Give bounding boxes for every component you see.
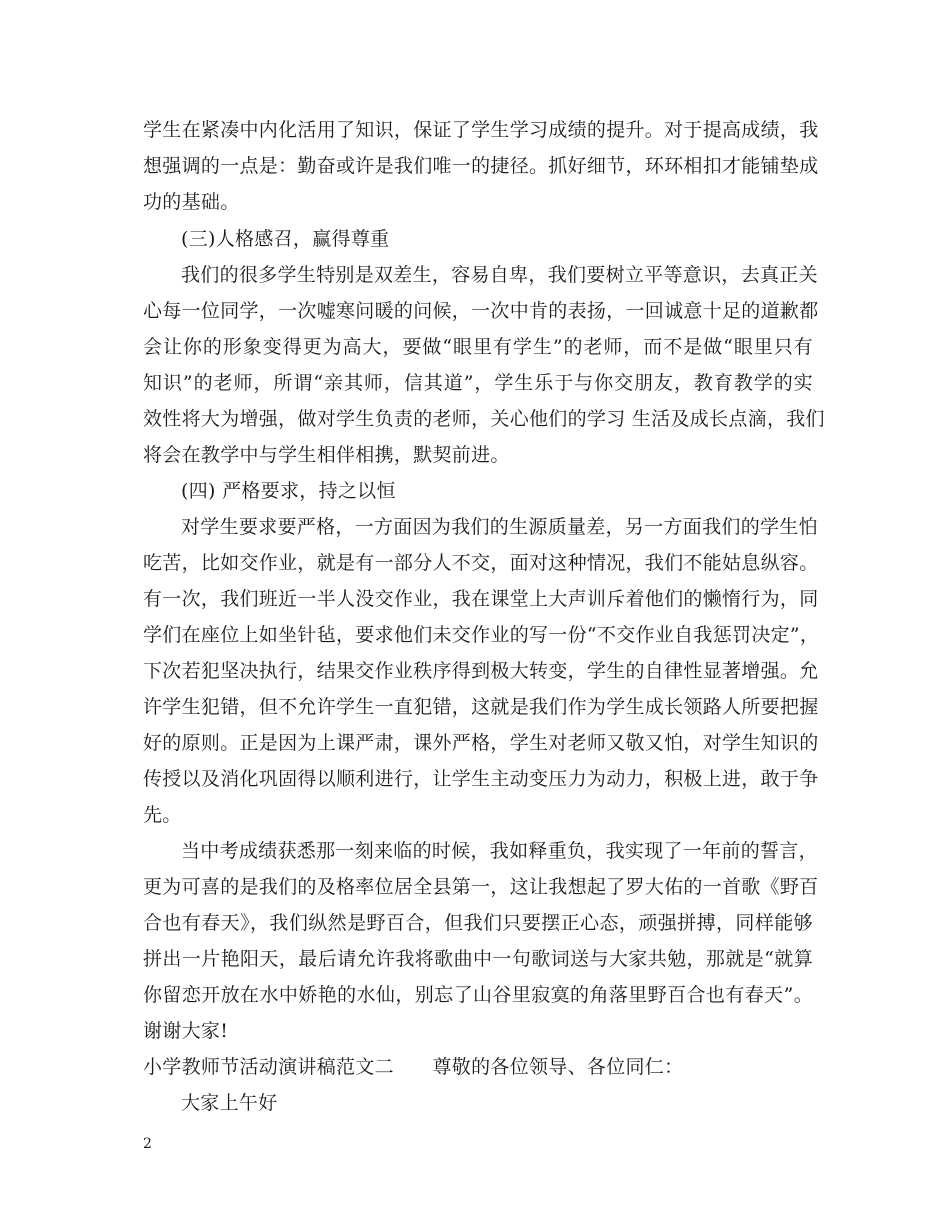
paragraph-line: 将会在教学中与学生相伴相携，默契前进。 [143, 444, 510, 466]
paragraph-line: 合也有春天》，我们纵然是野百合，但我们只要摆正心态，顽强拼搏，同样能够 [143, 912, 813, 934]
page-number: 2 [143, 1136, 152, 1152]
paragraph-line: 知识”的老师，所谓“亲其师，信其道”，学生乐于与你交朋友，教育教学的实 [143, 372, 813, 394]
paragraph-line: 心每一位同学，一次嘘寒问暖的问候，一次中肯的表扬，一回诚意十足的道歉都 [143, 300, 819, 322]
paragraph-line: 小学教师节活动演讲稿范文二 尊敬的各位领导、各位同仁： [143, 1056, 684, 1078]
paragraph-line: 你留恋开放在水中娇艳的水仙，别忘了山谷里寂寞的角落里野百合也有春天”。 [143, 984, 813, 1006]
paragraph-line: 会让你的形象变得更为高大，要做“眼里有学生”的老师，而不是做“眼里只有 [143, 336, 813, 358]
paragraph-line: 好的原则。正是因为上课严肃，课外严格，学生对老师又敬又怕，对学生知识的 [143, 732, 819, 754]
paragraph-line: 许学生犯错，但不允许学生一直犯错，这就是我们作为学生成长领路人所要把握 [143, 696, 819, 718]
paragraph-line: 我们的很多学生特别是双差生，容易自卑，我们要树立平等意识，去真正关 [181, 264, 818, 286]
paragraph-line: 学们在座位上如坐针毡，要求他们未交作业的写一份“不交作业自我惩罚决定”， [143, 624, 820, 646]
paragraph-line: 功的基础。 [143, 191, 240, 213]
paragraph-line: 效性将大为增强，做对学生负责的老师，关心他们的学习 生活及成长点滴，我们 [143, 408, 825, 430]
paragraph-line: 想强调的一点是：勤奋或许是我们唯一的捷径。抓好细节，环环相扣才能铺垫成 [143, 155, 819, 177]
paragraph-line: 大家上午好 [181, 1092, 278, 1114]
paragraph-line: 当中考成绩获悉那一刻来临的时候，我如释重负，我实现了一年前的誓言， [181, 840, 818, 862]
paragraph-line: 对学生要求要严格，一方面因为我们的生源质量差，另一方面我们的学生怕 [181, 516, 818, 538]
paragraph-line: 拼出一片艳阳天，最后请允许我将歌曲中一句歌词送与大家共勉，那就是“就算 [143, 948, 813, 970]
paragraph-line: 谢谢大家! [143, 1020, 229, 1042]
paragraph-line: 吃苦，比如交作业，就是有一部分人不交，面对这种情况，我们不能姑息纵容。 [143, 552, 819, 574]
paragraph-line: 传授以及消化巩固得以顺利进行，让学生主动变压力为动力，积极上进，敢于争 [143, 768, 819, 790]
section-heading: (三)人格感召，赢得尊重 [181, 228, 390, 250]
paragraph-line: 学生在紧凑中内化活用了知识，保证了学生学习成绩的提升。对于提高成绩，我 [143, 119, 819, 141]
paragraph-line: 更为可喜的是我们的及格率位居全县第一，这让我想起了罗大佑的一首歌《野百 [143, 876, 819, 898]
paragraph-line: 有一次，我们班近一半人没交作业，我在课堂上大声训斥着他们的懒惰行为，同 [143, 588, 819, 610]
paragraph-line: 先。 [143, 804, 182, 826]
paragraph-line: 下次若犯坚决执行，结果交作业秩序得到极大转变，学生的自律性显著增强。允 [143, 660, 819, 682]
section-heading: (四) 严格要求，持之以恒 [181, 480, 396, 502]
